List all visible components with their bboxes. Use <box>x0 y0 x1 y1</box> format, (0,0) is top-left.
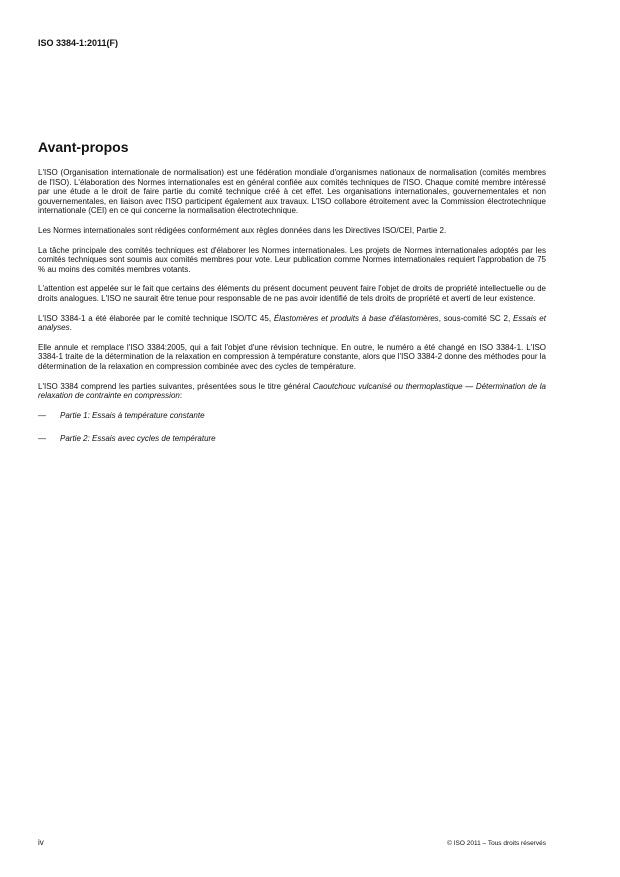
list-dash: — <box>38 434 46 444</box>
sentence-end: . <box>69 323 72 333</box>
list-dash: — <box>38 410 46 420</box>
document-id-header: ISO 3384-1:2011(F) <box>38 38 119 48</box>
subcommittee-title: Essais et analyses <box>38 313 546 333</box>
page-number: iv <box>38 838 44 847</box>
colon: : <box>179 391 183 401</box>
list-item-part-2 <box>38 434 546 444</box>
paragraph-prepared-by <box>38 314 546 333</box>
paragraph-directives: Les Normes internationales sont rédigées conformément aux règles données dans les Directives ISO/CEI, Partie 2. <box>38 225 447 235</box>
paragraph-patent-rights: L'attention est appelée sur le fait que certains des éléments du présent document peuvent faire l'objet de droits de propriété intellectuelle ou de droits analogues. L'ISO ne saurait être tenue pour responsable de ne pas avoir identifié de tels droits de propriété et averti de leur existence. <box>38 284 546 303</box>
paragraph-technical-committees: La tâche principale des comités techniques est d'élaborer les Normes internationales. Les projets de Normes internationales adoptés par les comités techniques sont soumis aux comités membres pour vote. Leur publication comme Normes internationales requiert l'approbation de 75 % au moins des comités membres votants. <box>38 245 546 274</box>
paragraph-parts-intro <box>38 382 546 401</box>
paragraph-iso-organisation: L'ISO (Organisation internationale de normalisation) est une fédération mondiale d'organismes nationaux de normalisation (comités membres de l'ISO). L'élaboration des Normes internationales est en général confiée aux comités techniques de l'ISO. Chaque comité membre intéressé par une étude a le droit de faire partie du comité technique créé à cet effet. Les organisations internationales, gouvernementales et non gouvernementales, en liaison avec l'ISO participent également aux travaux. L'ISO collabore étroitement avec la Commission électrotechnique internationale (CEI) en ce qui concerne la normalisation électrotechnique. <box>38 168 546 216</box>
subcommittee-text: , sous-comité SC 2, <box>438 313 513 323</box>
part-1-title: Partie 1: Essais à température constante <box>60 410 205 420</box>
part-2-title: Partie 2: Essais avec cycles de température <box>60 434 216 444</box>
committee-title: Élastomères et produits à base d'élastomères <box>273 313 439 323</box>
section-title: Avant-propos <box>38 139 129 155</box>
foreword-body <box>38 168 546 458</box>
general-title: Caoutchouc vulcanisé ou thermoplastique — Détermination de la relaxation de contrainte en compression <box>38 381 546 401</box>
paragraph-revision: Elle annule et remplace l'ISO 3384:2005, qui a fait l'objet d'une révision technique. En outre, le numéro a été changé en ISO 3384-1. L'ISO 3384-1 traite de la détermination de la relaxation en compression à température constante, alors que l'ISO 3384-2 donne des méthodes pour la détermination de la relaxation en compression combinée avec des cycles de température. <box>38 342 546 371</box>
copyright-notice: © ISO 2011 – Tous droits réservés <box>447 840 546 847</box>
parts-intro-text: L'ISO 3384 comprend les parties suivantes, présentées sous le titre général <box>38 381 313 391</box>
prepared-by-text: L'ISO 3384-1 a été élaborée par le comité technique ISO/TC 45, <box>38 313 274 323</box>
list-item-part-1 <box>38 411 546 421</box>
